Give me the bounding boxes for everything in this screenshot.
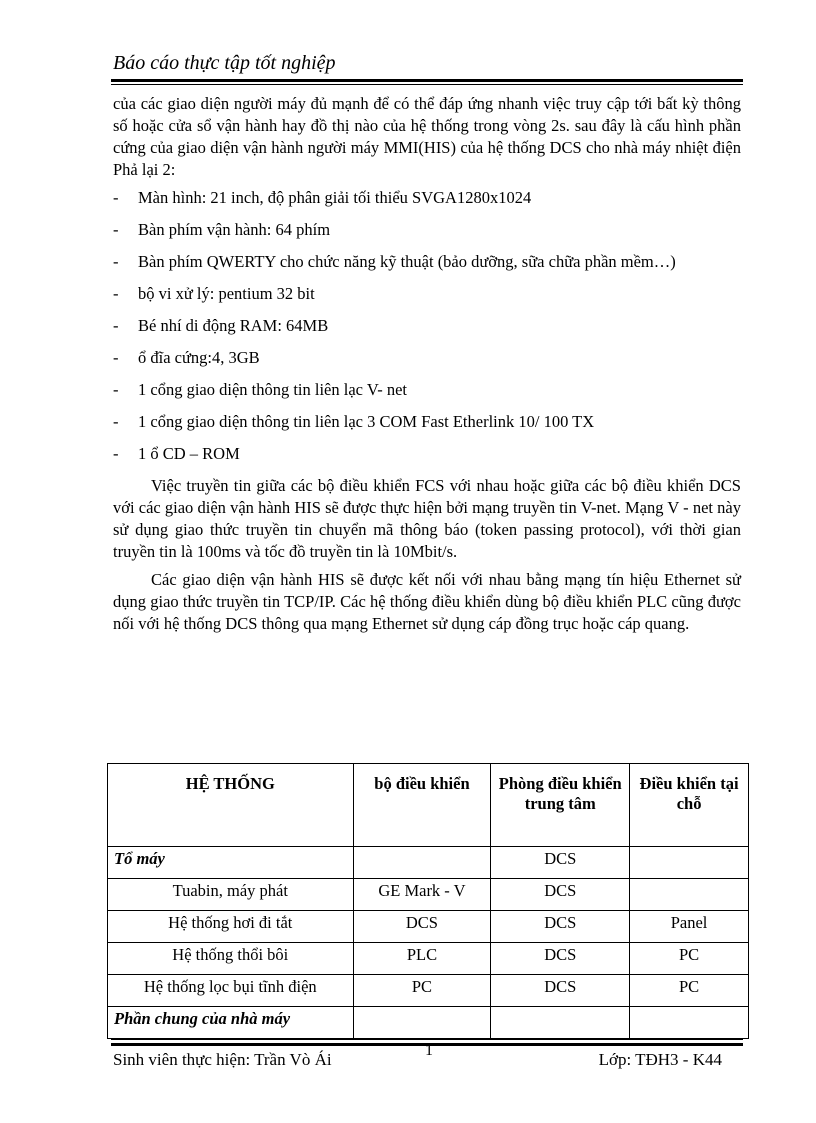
list-item: - ổ đĩa cứng:4, 3GB: [113, 348, 260, 367]
list-item: - 1 cổng giao diện thông tin liên lạc 3 COM Fast Etherlink 10/ 100 TX: [113, 412, 595, 431]
page-header-title: Báo cáo thực tập tốt nghiệp: [113, 52, 336, 74]
list-item: - Bàn phím QWERTY cho chức năng kỹ thuật (bảo dưỡng, sữa chữa phần mềm…): [113, 252, 676, 271]
student-name: Sinh viên thực hiện: Trần Vò Ái: [113, 1050, 332, 1069]
list-item: - bộ vi xử lý: pentium 32 bit: [113, 284, 315, 303]
table-cell: PC: [630, 975, 749, 1007]
table-cell: Hệ thống thổi bôi: [108, 943, 354, 975]
header-rule-thin: [111, 84, 743, 85]
table-row: [108, 879, 749, 911]
table-cell: [630, 879, 749, 911]
table-cell: [353, 847, 491, 879]
intro-paragraph: của các giao diện người máy đủ mạnh để có thể đáp ứng nhanh việc truy cập tới bất kỳ thông số hoặc cửa sổ vận hành hay đồ thị nào của hệ thống trong vòng 2s. sau đây là cấu hình phần cứng của giao diện vận hành người máy MMI(HIS) của hệ thống DCS cho nhà máy nhiệt điện Phả lại 2:: [113, 94, 741, 179]
list-item: - Màn hình: 21 inch, độ phân giải tối thiểu SVGA1280x1024: [113, 188, 532, 207]
list-item: - 1 ổ CD – ROM: [113, 444, 240, 463]
table-cell: DCS: [491, 975, 630, 1007]
footer-rule-thin: [111, 1039, 743, 1040]
table-cell: DCS: [491, 911, 630, 943]
table-cell: Tuabin, máy phát: [108, 879, 354, 911]
table-row: [108, 847, 749, 879]
table-row: [108, 911, 749, 943]
ethernet-paragraph: Các giao diện vận hành HIS sẽ được kết nối với nhau bằng mạng tín hiệu Ethernet sử dụng giao thức truyền tin TCP/IP. Các hệ thống điều khiển dùng bộ điều khiển PLC cũng được nối với hệ thống DCS thông qua mạng Ethernet sử dụng cáp đồng trục hoặc cáp quang.: [113, 570, 741, 633]
table-cell: GE Mark - V: [353, 879, 491, 911]
table-cell: Hệ thống lọc bụi tĩnh điện: [108, 975, 354, 1007]
control-system-table: [107, 763, 749, 1039]
list-item: - Bé nhí di động RAM: 64MB: [113, 316, 329, 335]
page-number: 1: [425, 1042, 433, 1059]
table-row: [108, 943, 749, 975]
table-header-row: [108, 764, 749, 847]
header-rule-thick: [111, 79, 743, 82]
table-cell: DCS: [491, 879, 630, 911]
table-cell: [491, 1007, 630, 1039]
table-cell: [630, 847, 749, 879]
hardware-list: [113, 187, 741, 465]
table-cell: Hệ thống hơi đi tắt: [108, 911, 354, 943]
table-header: Phòng điều khiển trung tâm: [491, 764, 630, 847]
table-cell: PC: [630, 943, 749, 975]
table-cell: DCS: [353, 911, 491, 943]
table-cell: [630, 1007, 749, 1039]
table-cell: PC: [353, 975, 491, 1007]
table-header: bộ điều khiển: [353, 764, 491, 847]
page-content: [113, 93, 741, 641]
network-paragraph: Việc truyền tin giữa các bộ điều khiển FCS với nhau hoặc giữa các bộ điều khiển DCS với các giao diện vận hành HIS sẽ được thực hiện bởi mạng truyền tin V-net. Mạng V - net này sử dụng giao thức truyền tin chuyển mã thông báo (token passing protocol), với thời gian truyền tin là 100ms và tốc đồ truyền tin là 10Mbit/s.: [113, 476, 741, 561]
class-label: Lớp: TĐH3 - K44: [598, 1050, 722, 1069]
table-header: HỆ THỐNG: [108, 764, 354, 847]
table-cell: DCS: [491, 847, 630, 879]
list-item: - 1 cổng giao diện thông tin liên lạc V- net: [113, 380, 407, 399]
table-row: [108, 1007, 749, 1039]
table-cell: Panel: [630, 911, 749, 943]
table-cell: DCS: [491, 943, 630, 975]
table-row: [108, 975, 749, 1007]
table-cell: [353, 1007, 491, 1039]
table-header: Điều khiển tại chỗ: [630, 764, 749, 847]
table-cell: Tổ máy: [108, 847, 354, 879]
list-item: - Bàn phím vận hành: 64 phím: [113, 220, 331, 239]
table-cell: Phần chung của nhà máy: [108, 1007, 354, 1039]
table-cell: PLC: [353, 943, 491, 975]
